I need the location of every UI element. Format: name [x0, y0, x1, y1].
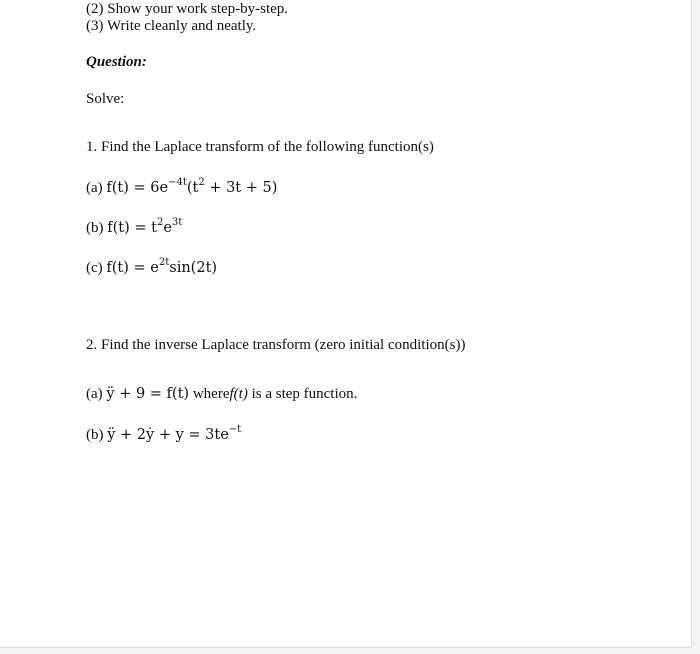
problem-1-heading: 1. Find the Laplace transform of the following function(s): [86, 139, 434, 155]
function-name: f(t): [229, 386, 248, 402]
equation: $f(t) = 6e^{-4t}(t^2 + 3t + 5)$: [106, 177, 278, 196]
part-label: (b): [86, 220, 104, 236]
question-heading: Question:: [86, 54, 147, 70]
equation: ÿ + 2ẏ + $y = 3te^{-t}$: [107, 424, 242, 443]
equation: $f(t) = t^2e^{3t}$: [107, 217, 183, 236]
equation: $f(t) = e^{2t}\sin(2t)$: [106, 257, 218, 276]
problem-1a: [86, 179, 277, 197]
instruction-item-3: (3) Write cleanly and neatly.: [86, 18, 257, 34]
problem-2b: [86, 426, 241, 444]
part-label: (a): [86, 180, 103, 196]
problem-1c: [86, 259, 217, 277]
part-label: (a): [86, 386, 103, 402]
description: is a step function.: [251, 386, 358, 402]
instruction-item-2: (2) Show your work step-by-step.: [86, 1, 289, 17]
problem-2-heading: 2. Find the inverse Laplace transform (zero initial condition(s)): [86, 337, 466, 353]
problem-1b: [86, 219, 182, 237]
where-text: where: [192, 386, 230, 402]
part-label: (b): [86, 427, 104, 443]
part-label: (c): [86, 260, 103, 276]
solve-label: Solve:: [86, 91, 125, 107]
problem-2a: [86, 385, 357, 403]
equation: ÿ + 9 = f(t): [106, 386, 190, 402]
